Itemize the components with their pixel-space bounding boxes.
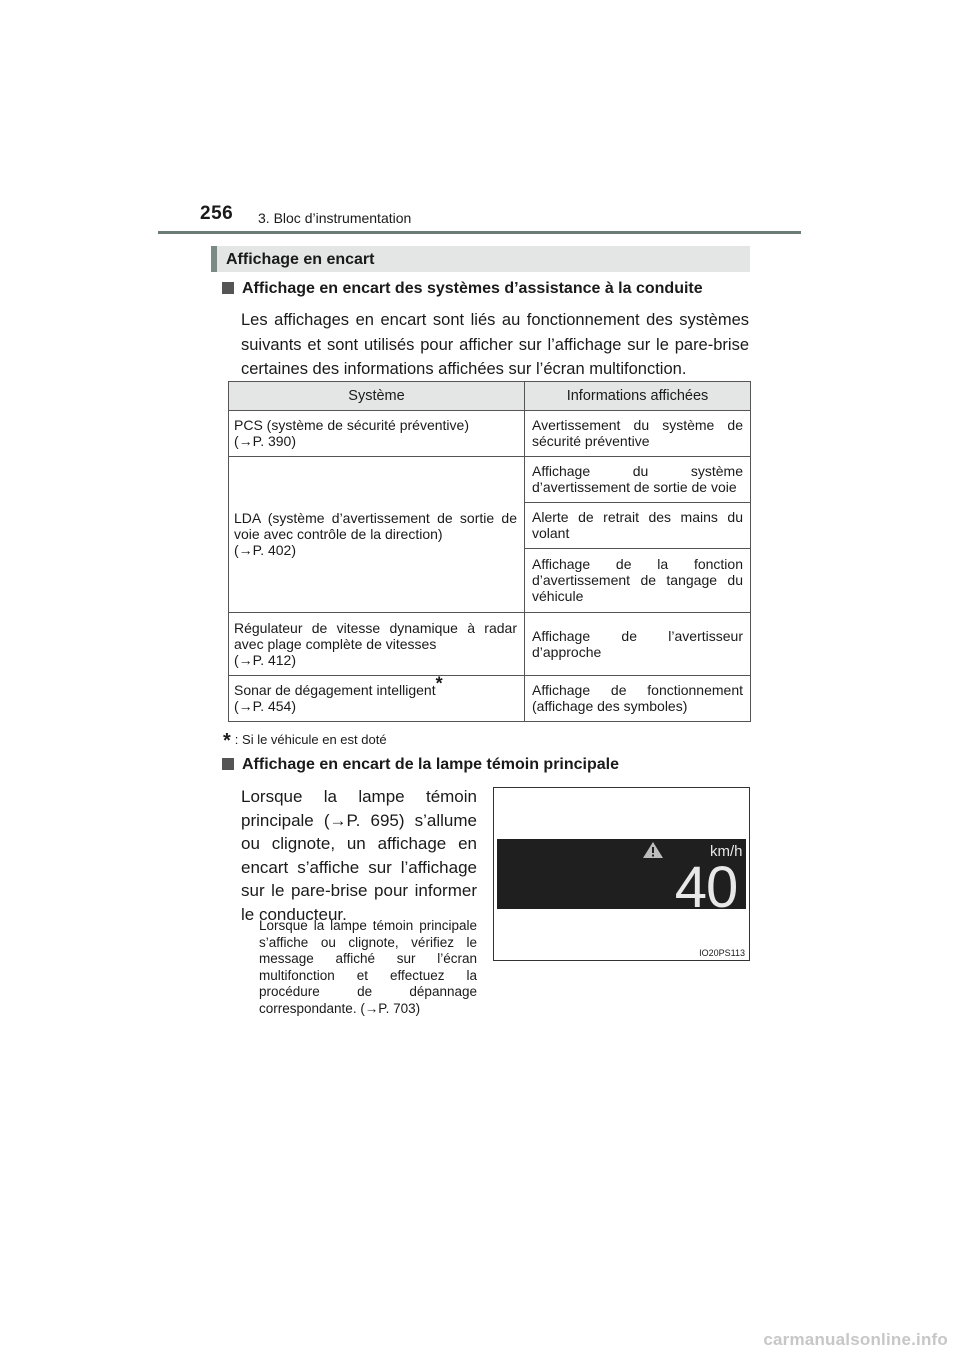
table-row (229, 457, 751, 503)
table-header-system: Système (229, 382, 525, 411)
chapter-title: 3. Bloc d’instrumentation (258, 210, 412, 226)
systems-table (228, 381, 751, 722)
square-bullet-icon (222, 758, 234, 770)
table-cell-info: Affichage du système d’avertissement de sortie de voie (525, 457, 751, 503)
speed-unit: km/h (710, 843, 743, 860)
table-row (229, 676, 751, 722)
table-cell-system: PCS (système de sécurité préventive) (→P. 390) (229, 411, 525, 457)
subheading-master-warning-label: Affichage en encart de la lampe témoin principale (242, 756, 619, 773)
footnote (223, 730, 387, 753)
table-cell-info: Affichage de fonctionnement (affichage des symboles) (525, 676, 751, 722)
header-rule (158, 231, 801, 234)
watermark: carmanualsonline.info (763, 1330, 948, 1349)
system-name-text: Sonar de dégagement intelligent (234, 682, 436, 698)
table-cell-system: Régulateur de vitesse dynamique à radar avec plage complète de vitesses (→P. 412) (229, 613, 525, 676)
square-bullet-icon (222, 282, 234, 294)
subheading-master-warning (222, 756, 619, 774)
footnote-text: : Si le véhicule en est doté (234, 732, 387, 747)
page-number: 256 (200, 203, 234, 224)
speed-value: 40 (674, 855, 738, 909)
table-cell-system (229, 673, 525, 722)
hud-display-graphic (497, 839, 746, 909)
figure-id: IO20PS113 (699, 948, 745, 958)
footnote-mark: * (435, 673, 443, 694)
table-cell-system: LDA (système d’avertissement de sortie de voie avec contrôle de la direction) (→P. 402) (229, 457, 525, 613)
section-banner: Affichage en encart (211, 246, 750, 272)
hud-display-panel (497, 839, 746, 909)
table-header-row (229, 382, 751, 411)
table-cell-info: Affichage de l’avertisseur d’approche (525, 613, 751, 676)
table-row (229, 411, 751, 457)
footnote-star: * (223, 730, 231, 752)
master-warning-paragraph: Lorsque la lampe témoin principale (→P. 695) s’allume ou clignote, un affichage en encart s’affiche sur l’affichage sur le pare-brise pour informer le conducteur. (241, 787, 477, 924)
subheading-driving-assist (222, 280, 703, 298)
subheading-driving-assist-label: Affichage en encart des systèmes d’assistance à la conduite (242, 280, 703, 297)
table-row (229, 613, 751, 676)
master-warning-note: Lorsque la lampe témoin principale s’affiche ou clignote, vérifiez le message affiché sur l’écran multifonction et effectuez la procédure de dépannage correspondante. (→P. 703) (259, 918, 477, 1016)
table-cell-info: Affichage de la fonction d’avertissement de tangage du véhicule (525, 549, 751, 613)
table-cell-info: Avertissement du système de sécurité préventive (525, 411, 751, 457)
table-header-info: Informations affichées (525, 382, 751, 411)
system-page-ref: (→P. 454) (234, 698, 296, 714)
hud-illustration (493, 787, 750, 961)
table-cell-info: Alerte de retrait des mains du volant (525, 503, 751, 549)
warning-triangle-icon (643, 842, 663, 858)
intro-paragraph: Les affichages en encart sont liés au fonctionnement des systèmes suivants et sont utilisés pour afficher sur l’affichage sur le pare-brise certaines des informations affichées sur l’écran multifonction. (241, 311, 749, 378)
